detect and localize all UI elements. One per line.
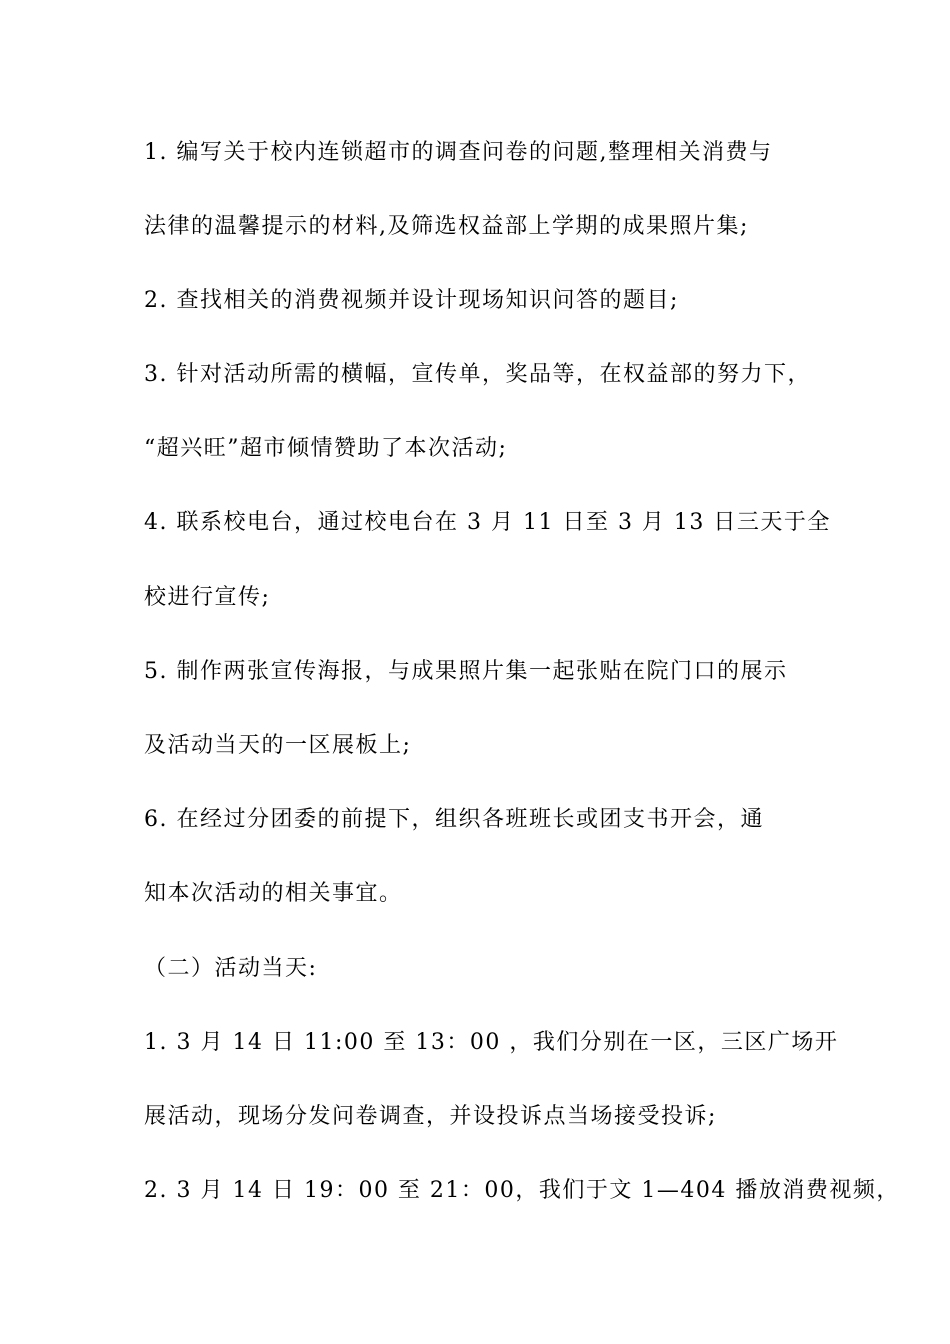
text-line: 3. 针对活动所需的横幅，宣传单，奖品等，在权益部的努力下， — [144, 362, 811, 387]
text-line: 1. 编写关于校内连锁超市的调查问卷的问题,整理相关消费与 — [144, 140, 773, 165]
text-line: 2. 查找相关的消费视频并设计现场知识问答的题目; — [144, 288, 679, 313]
text-line: 6. 在经过分团委的前提下，组织各班班长或团支书开会，通 — [144, 807, 764, 832]
text-line: 5. 制作两张宣传海报，与成果照片集一起张贴在院门口的展示 — [144, 659, 788, 684]
text-line: “超兴旺”超市倾情赞助了本次活动; — [144, 436, 508, 461]
text-line: 校进行宣传; — [144, 585, 271, 610]
text-line: 1. 3 月 14 日 11:00 至 13：00 ，我们分别在一区，三区广场开 — [144, 1030, 839, 1055]
section-heading: （二）活动当天: — [144, 956, 318, 981]
text-line: 4. 联系校电台，通过校电台在 3 月 11 日至 3 月 13 日三天于全 — [144, 510, 831, 535]
text-line: 2. 3 月 14 日 19：00 至 21：00，我们于文 1—404 播放消费视频， — [144, 1178, 900, 1203]
text-line: 知本次活动的相关事宜。 — [144, 881, 403, 906]
text-line: 法律的温馨提示的材料,及筛选权益部上学期的成果照片集; — [144, 214, 749, 239]
text-line: 及活动当天的一区展板上; — [144, 733, 412, 758]
text-line: 展活动，现场分发问卷调查，并设投诉点当场接受投诉; — [144, 1104, 717, 1129]
